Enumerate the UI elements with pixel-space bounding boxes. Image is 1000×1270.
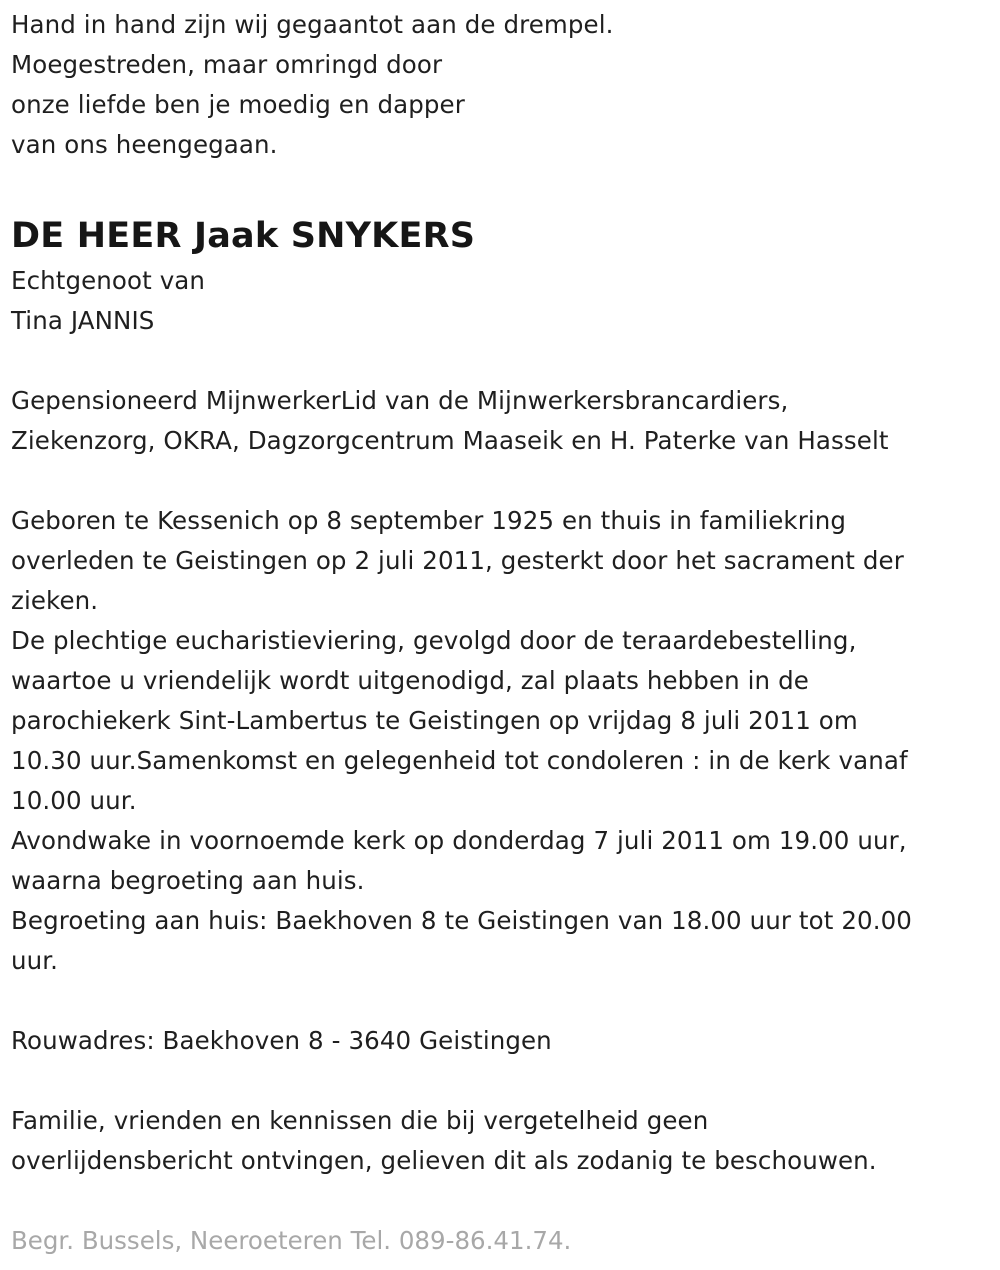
details-line: De plechtige eucharistieviering, gevolgd door de teraardebestelling,: [11, 626, 857, 655]
details-line: Begroeting aan huis: Baekhoven 8 te Geistingen van 18.00 uur tot 20.00: [11, 906, 912, 935]
details-line: Avondwake in voornoemde kerk op donderdag 7 juli 2011 om 19.00 uur,: [11, 826, 907, 855]
details-block: [11, 501, 986, 981]
details-line: parochiekerk Sint-Lambertus te Geistingen op vrijdag 8 juli 2011 om: [11, 706, 858, 735]
poem-line: onze liefde ben je moedig en dapper: [11, 90, 465, 119]
details-line: waartoe u vriendelijk wordt uitgenodigd, zal plaats hebben in de: [11, 666, 809, 695]
details-line: zieken.: [11, 586, 99, 615]
profession-line: Gepensioneerd MijnwerkerLid van de Mijnwerkersbrancardiers,: [11, 386, 789, 415]
poem-line: van ons heengegaan.: [11, 130, 278, 159]
details-line: waarna begroeting aan huis.: [11, 866, 365, 895]
funeral-director-footer: Begr. Bussels, Neeroeteren Tel. 089-86.41.74.: [11, 1226, 572, 1255]
details-line: 10.30 uur.Samenkomst en gelegenheid tot condoleren : in de kerk vanaf: [11, 746, 908, 775]
notice-block: [11, 1101, 986, 1181]
deceased-name: DE HEER Jaak SNYKERS: [11, 216, 476, 256]
details-line: Geboren te Kessenich op 8 september 1925 en thuis in familiekring: [11, 506, 847, 535]
spouse-name: Tina JANNIS: [11, 306, 155, 335]
details-line: 10.00 uur.: [11, 786, 137, 815]
profession-line: Ziekenzorg, OKRA, Dagzorgcentrum Maaseik en H. Paterke van Hasselt: [11, 426, 889, 455]
poem-line: Hand in hand zijn wij gegaantot aan de drempel.: [11, 10, 614, 39]
obituary-notice: [11, 5, 986, 1261]
notice-line: Familie, vrienden en kennissen die bij vergetelheid geen: [11, 1106, 709, 1135]
details-line: overleden te Geistingen op 2 juli 2011, gesterkt door het sacrament der: [11, 546, 904, 575]
poem-line: Moegestreden, maar omringd door: [11, 50, 443, 79]
poem: [11, 5, 986, 165]
mourning-address: Rouwadres: Baekhoven 8 - 3640 Geistingen: [11, 1026, 552, 1055]
notice-line: overlijdensbericht ontvingen, gelieven dit als zodanig te beschouwen.: [11, 1146, 877, 1175]
details-line: uur.: [11, 946, 59, 975]
spouse-label: Echtgenoot van: [11, 266, 206, 295]
spouse-block: [11, 261, 986, 341]
profession-block: [11, 381, 986, 461]
